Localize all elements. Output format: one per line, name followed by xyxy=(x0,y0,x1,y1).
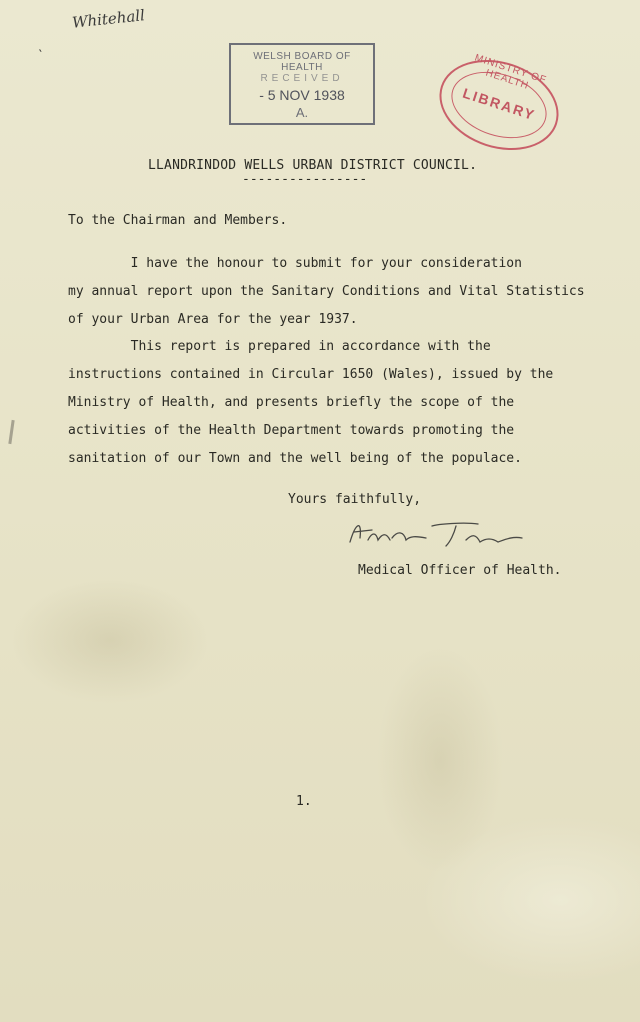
body-line: Ministry of Health, and presents briefly the scope of the xyxy=(68,395,515,410)
signature xyxy=(346,516,526,550)
library-stamp-top-text: MINISTRY OF HEALTH xyxy=(473,52,548,92)
page-number: 1. xyxy=(296,794,312,809)
body-line: This report is prepared in accordance with the xyxy=(68,339,491,354)
library-stamp xyxy=(428,45,571,164)
handwritten-annotation: Whitehall xyxy=(71,6,146,32)
letter-heading: LLANDRINDOD WELLS URBAN DISTRICT COUNCIL. xyxy=(148,158,478,173)
body-line: of your Urban Area for the year 1937. xyxy=(68,312,358,327)
heading-underline: ---------------- xyxy=(242,172,368,187)
received-stamp-line2: RECEIVED xyxy=(260,73,344,84)
body-line: instructions contained in Circular 1650 (Wales), issued by the xyxy=(68,367,554,382)
salutation: To the Chairman and Members. xyxy=(68,213,288,228)
body-line: activities of the Health Department towards promoting the xyxy=(68,423,515,438)
library-stamp-center-text: LIBRARY xyxy=(460,84,538,124)
closing: Yours faithfully, xyxy=(288,492,422,507)
body-line: my annual report upon the Sanitary Conditions and Vital Statistics xyxy=(68,284,585,299)
margin-mark xyxy=(8,420,14,444)
received-stamp-line1: WELSH BOARD OF HEALTH xyxy=(253,51,351,73)
received-stamp-date: - 5 NOV 1938 xyxy=(259,87,345,103)
received-stamp xyxy=(229,43,375,125)
corner-mark-icon: ‵ xyxy=(36,48,45,64)
signatory-role: Medical Officer of Health. xyxy=(358,563,562,578)
received-stamp-letter: A. xyxy=(295,105,309,120)
body-line: I have the honour to submit for your consideration xyxy=(68,256,522,271)
body-line: sanitation of our Town and the well being of the populace. xyxy=(68,451,522,466)
